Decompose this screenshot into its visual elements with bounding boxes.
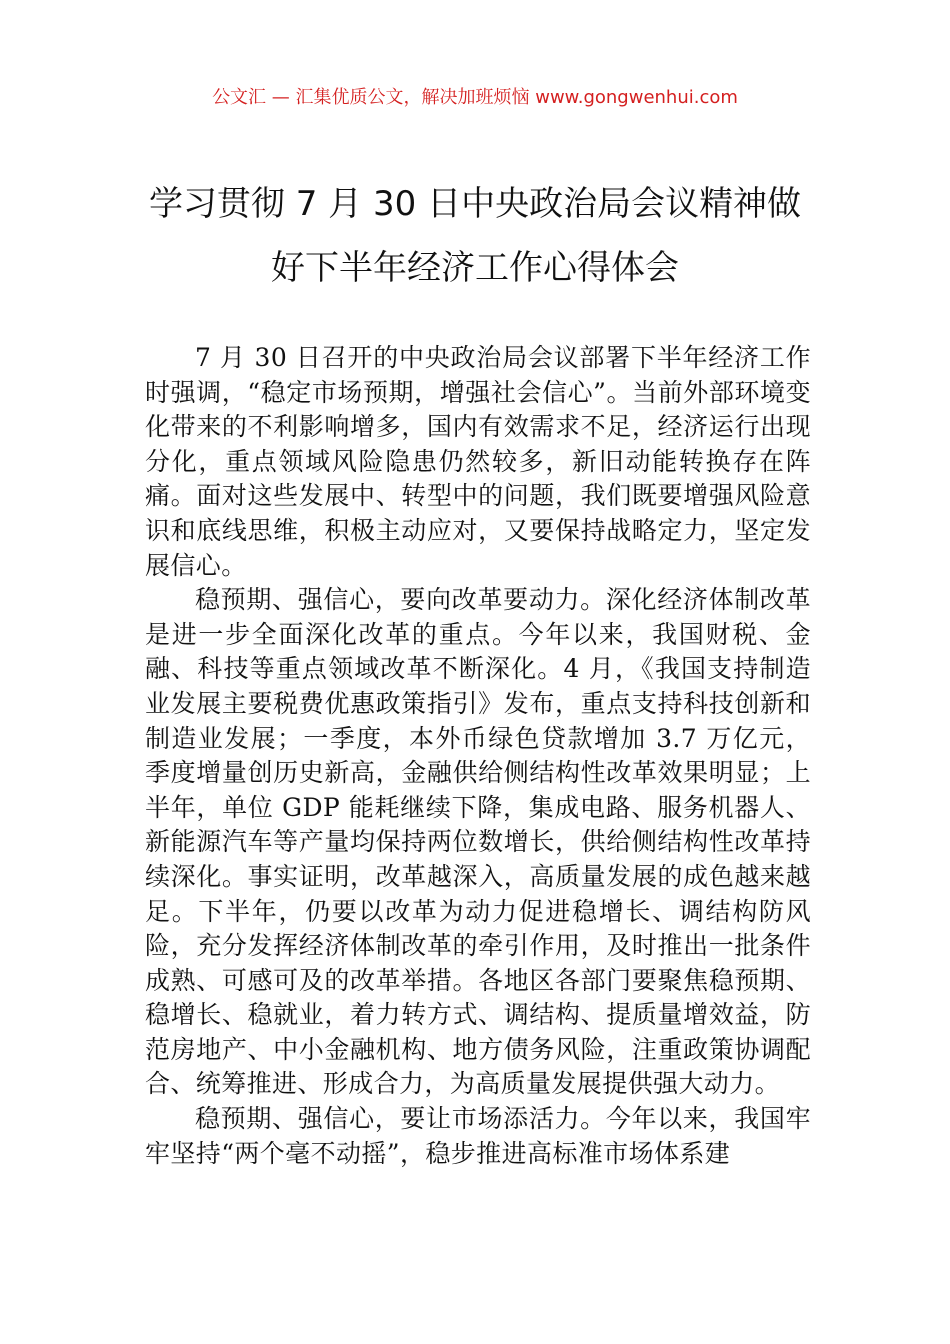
paragraph-3: 稳预期、强信心，要让市场添活力。今年以来，我国牢牢坚持“两个毫不动摇”，稳步推进高标准市场体系建 <box>145 1104 811 1168</box>
title-line-1: 学习贯彻 7 月 30 日中央政治局会议精神做 <box>148 184 802 224</box>
paragraph-2: 稳预期、强信心，要向改革要动力。深化经济体制改革是进一步全面深化改革的重点。今年以来，我国财税、金融、科技等重点领域改革不断深化。4 月，《我国支持制造业发展主要税费优惠政策指引》发布，重点支持科技创新和制造业发展；一季度，本外币绿色贷款增加 3.7 万亿元，季度增量创历史新高，金融供给侧结构性改革效果明显；上半年，单位 GDP 能耗继续下降，集成电路、服务机器人、新能源汽车等产量均保持两位数增长，供给侧结构性改革持续深化。事实证明，改革越深入，高质量发展的成色越来越足。下半年，仍要以改革为动力促进稳增长、调结构防风险，充分发挥经济体制改革的牵引作用，及时推出一批条件成熟、可感可及的改革举措。各地区各部门要聚焦稳预期、稳增长、稳就业，着力转方式、调结构、提质量增效益，防范房地产、中小金融机构、地方债务风险，注重政策协调配合、统筹推进、形成合力，为高质量发展提供强大动力。 <box>145 585 811 1099</box>
title-line-2: 好下半年经济工作心得体会 <box>271 248 679 288</box>
header-banner[interactable]: 公文汇 — 汇集优质公文，解决加班烦恼 www.gongwenhui.com <box>212 87 738 108</box>
paragraph-1: 7 月 30 日召开的中央政治局会议部署下半年经济工作时强调，“稳定市场预期，增强社会信心”。当前外部环境变化带来的不利影响增多，国内有效需求不足，经济运行出现分化，重点领域风险隐患仍然较多，新旧动能转换存在阵痛。面对这些发展中、转型中的问题，我们既要增强风险意识和底线思维，积极主动应对，又要保持战略定力，坚定发展信心。 <box>145 343 811 580</box>
document-body <box>145 341 811 1171</box>
document-title <box>100 172 850 300</box>
